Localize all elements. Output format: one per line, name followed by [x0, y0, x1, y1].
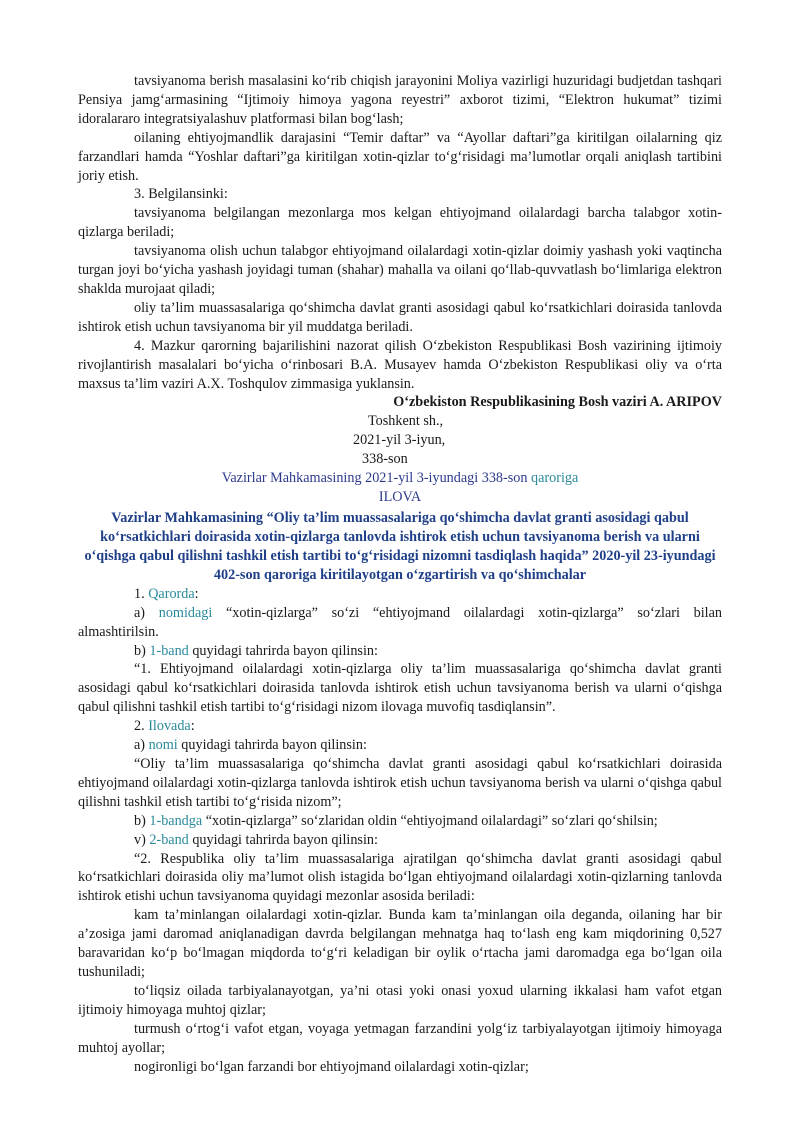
text: quyidagi tahrirda bayon qilinsin: [177, 737, 367, 754]
signature: O‘zbekiston Respublikasining Bosh vaziri A. ARIPOV [393, 394, 722, 411]
link-nomidagi[interactable]: nomidagi [158, 604, 213, 621]
paragraph: oliy ta’lim muassasalariga qo‘shimcha davlat granti asosidagi qabul ko‘rsatkichlari doirasida tanlovda ishtirok etish uchun tavsiyanoma bir yil muddatga beriladi. [78, 299, 722, 335]
paragraph: “2. Respublika oliy ta’lim muassasalariga ajratilgan qo‘shimcha davlat granti asosidagi qabul ko‘rsatkichlari doirasida oliy ma’lumot olish istagida bo‘lgan ehtiyojmand oilalardagi xotin-qizlarning tanlovda ishtirok etishi uchun tavsiyanoma quyidagi mezonlar asosida beriladi: [78, 850, 722, 905]
quoted-text: “Oliy ta’lim muassasalariga qo‘shimcha davlat granti asosidagi qabul ko‘rsatkichlari doirasida ehtiyojmand oilalardagi xotin-qizlarga tanlovda ishtirok etish uchun tavsiyanoma berish va ularni o‘qishga qabul qilishni tashkil etish tartibi to‘g‘risida nizom”; [78, 756, 722, 810]
paragraph: 4. Mazkur qarorning bajarilishini nazorat qilish O‘zbekiston Respublikasi Bosh vazirining ijtimoiy rivojlantirish masalalari bo‘yicha o‘rinbosari B.A. Musayev hamda O‘zbekiston Respublikasi oliy va o‘rta maxsus ta’lim vaziri A.X. Toshqulov zimmasiga yuklansin. [78, 337, 722, 392]
link-2-band[interactable]: 2-band [149, 831, 189, 848]
appendix-reference [78, 469, 722, 488]
item-marker: b) [134, 812, 150, 829]
link-1-bandga[interactable]: 1-bandga [149, 812, 203, 829]
item-2v [78, 831, 722, 850]
item-2a [78, 736, 722, 755]
item-marker: b) [134, 642, 150, 659]
place: Toshkent sh., [368, 413, 444, 430]
link-ilovada[interactable]: Ilovada [148, 718, 191, 735]
paragraph: tavsiyanoma belgilangan mezonlarga mos kelgan ehtiyojmand oilalardagi barcha talabgor xotin-qizlarga beriladi; [78, 205, 722, 241]
decree-number: 338-son [362, 451, 408, 468]
paragraph: to‘liqsiz oilada tarbiyalanayotgan, ya’ni otasi yoki onasi yoxud ularning ikkalasi ham vafot etgan ijtimoiy himoyaga muhtoj qizlar; [78, 982, 722, 1018]
date: 2021-yil 3-iyun, [353, 432, 446, 449]
section-heading: 3. Belgilansinki: [134, 186, 228, 203]
paragraph: oilaning ehtiyojmandlik darajasini “Temir daftar” va “Ayollar daftari”ga kiritilgan oilalarning qiz farzandlari hamda “Yoshlar daftari”ga kiritilgan xotin-qizlar to‘g‘risidagi ma’lumotlar orqali aniqlash tartibini joriy etish. [78, 129, 722, 184]
quoted-text: “1. Ehtiyojmand oilalardagi xotin-qizlarga oliy ta’lim muassasalariga qo‘shimcha davlat granti asosidagi qabul ko‘rsatkichlari doirasida tanlovda ishtirok etish uchun tavsiyanoma berish va ularni o‘qishga qabul qilishni tashkil etish tartibi to‘g‘risidagi nizom ilovaga muvofiq tasdiqlansin”. [78, 661, 722, 716]
paragraph: tavsiyanoma olish uchun talabgor ehtiyojmand oilalardagi xotin-qizlar doimiy yashash yoki vaqtincha turgan joyi bo‘yicha yashash joyidagi tuman (shahar) mahalla va oilani qo‘llab-quvvatlash bo‘limlariga elektron shaklda murojaat qiladi; [78, 243, 722, 297]
text: quyidagi tahrirda bayon qilinsin: [188, 831, 378, 848]
section-number: 1. [134, 585, 149, 602]
paragraph: kam ta’minlangan oilalardagi xotin-qizlar. Bunda kam ta’minlangan oila deganda, oilaning har bir a’zosiga jami daromad aniqlanadigan davrda belgilangan mehnatga haq to‘lash eng kam miqdorining 0,527 baravaridan ko‘p bo‘lmagan miqdorda to‘g‘ri keladigan bir oylik o‘rtacha jami daromadga ega bo‘lgan oila tushuniladi; [78, 907, 722, 980]
link-nomi[interactable]: nomi [148, 737, 178, 754]
paragraph: tavsiyanoma berish masalasini ko‘rib chiqish jarayonini Moliya vazirligi huzuridagi budjetdan tashqari Pensiya jamg‘armasining “Ijtimoiy himoya yagona reyestri” axborot tizimi, “Elektron hukumat” tizimi idoralararo integratsiyalashuv platformasi bilan bog‘lash; [78, 73, 722, 127]
item-1b [78, 642, 722, 661]
appendix-title: Vazirlar Mahkamasining “Oliy ta’lim muassasalariga qo‘shimcha davlat granti asosidagi qabul ko‘rsatkichlari doirasida xotin-qizlarga tanlovda ishtirok etish uchun tavsiyanoma berish va ularni o‘qishga qabul qilishni tashkil etish tartibi to‘g‘risidagi nizomni tasdiqlash haqida” 2020-yil 23-iyundagi 402-son qaroriga kiritilayotgan o‘zgartirish va qo‘shimchalar [84, 509, 716, 583]
text: quyidagi tahrirda bayon qilinsin: [188, 642, 378, 659]
item-marker: v) [134, 831, 150, 848]
decree-link[interactable]: qaroriga [531, 470, 579, 487]
item-marker: a) [134, 737, 149, 754]
text: “xotin-qizlarga” so‘zlaridan oldin “ehtiyojmand oilalardagi” so‘zlari qo‘shilsin; [202, 812, 658, 829]
paragraph: turmush o‘rtog‘i vafot etgan, voyaga yetmagan farzandini yolg‘iz tarbiyalayotgan ijtimoiy himoyaga muhtoj ayollar; [78, 1020, 722, 1056]
text: : [194, 585, 199, 602]
section-2 [78, 717, 722, 736]
link-1-band[interactable]: 1-band [149, 642, 189, 659]
section-number: 2. [134, 718, 149, 735]
paragraph: nogironligi bo‘lgan farzandi bor ehtiyojmand oilalardagi xotin-qizlar; [134, 1058, 529, 1075]
text: “xotin-qizlarga” so‘zi “ehtiyojmand oilalardagi xotin-qizlarga” so‘zlari bilan almashtirilsin. [78, 604, 723, 640]
item-2b [78, 812, 722, 831]
text: : [190, 718, 195, 735]
item-marker: a) [134, 604, 159, 621]
appendix-label: ILOVA [378, 488, 422, 505]
item-1a [78, 604, 722, 642]
appendix-reference-text: Vazirlar Mahkamasining 2021-yil 3-iyundagi 338-son [221, 470, 532, 487]
section-1 [78, 585, 722, 604]
link-qarorda[interactable]: Qarorda [148, 585, 195, 602]
